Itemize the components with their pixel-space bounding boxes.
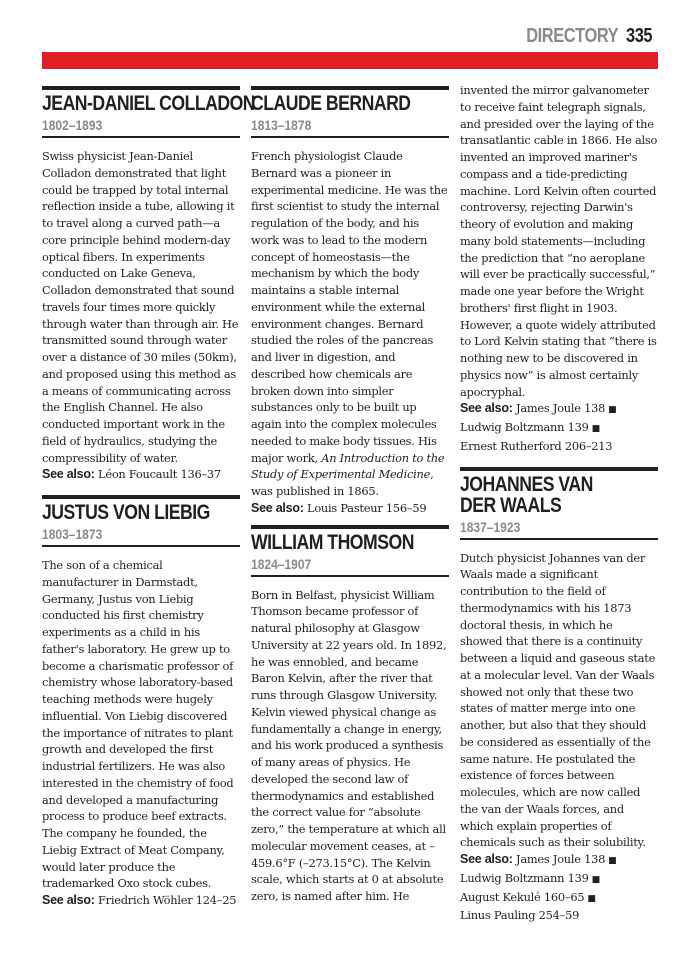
entry-body — [251, 148, 449, 500]
entry-body: The son of a chemical manufacturer in Darmstadt, Germany, Justus von Liebig conducted his first chemistry experiments as a child in his father's laboratory. He grew up to become a charismatic professor of chemistry whose laboratory-based teaching methods were hugely influential. Von Liebig discovered the importance of nitrates to plant growth and developed the first industrial fertilizers. He was also interested in the chemistry of food and developed a manufacturing process to produce beef extracts. The company he founded, the Liebig Extract of Meat Company, would later produce the trademarked Oxo stock cubes. — [42, 558, 234, 891]
entry-dates: 1803–1873 — [42, 526, 103, 542]
page-header — [506, 25, 658, 48]
header-red-bar — [42, 52, 658, 69]
see-also-ref[interactable]: Friedrich Wöhler 124–25 — [98, 893, 237, 907]
separator: ■ — [587, 893, 596, 904]
entry-dates: 1813–1878 — [251, 117, 312, 133]
separator: ■ — [591, 424, 600, 434]
entry-name-line2: DER WAALS — [460, 493, 562, 517]
separator: ■ — [608, 405, 617, 416]
see-also — [460, 851, 658, 924]
column-2 — [251, 86, 449, 905]
section-title: DIRECTORY — [526, 25, 619, 47]
entry-header-thomson — [251, 525, 449, 577]
entry-name: JEAN-DANIEL COLLADON — [42, 92, 256, 115]
entry-name: WILLIAM THOMSON — [251, 530, 414, 554]
see-also-ref[interactable]: August Kekulé 160–65 — [460, 889, 585, 904]
see-also-ref[interactable]: Ernest Rutherford 206–213 — [460, 438, 613, 453]
entry-header-vanderwaals — [460, 467, 658, 540]
see-also-label: See also: — [460, 852, 513, 866]
see-also — [251, 500, 449, 517]
entry-dates: 1837–1923 — [460, 518, 521, 535]
entry-dates: 1824–1907 — [251, 555, 312, 572]
entry-dates: 1802–1893 — [42, 117, 103, 133]
see-also-ref[interactable]: James Joule 138 — [516, 852, 606, 866]
body-text: , was published in 1865. — [251, 467, 434, 498]
body-text: French physiologist Claude Bernard was a pioneer in experimental medicine. He was the first scientist to study the internal regulation of the body, and his work was to lead to the modern concept of homeostasis—the mechanism by which the body maintains a stable internal environment while the external environment changes. Bernard studied the roles of the pancreas and liver in digestion, and described how chemicals are broken down into simpler substances only to be built up again into the complex molecules needed to make body tissues. His major work, — [251, 149, 448, 465]
entry-name-line1: JOHANNES VAN — [460, 472, 593, 496]
see-also — [42, 892, 240, 909]
entry-header-liebig — [42, 495, 240, 547]
book-title: An Introduction to the Study of Experimental Medicine — [251, 450, 445, 482]
see-also — [42, 466, 240, 483]
column-1 — [42, 86, 256, 909]
entry-name: CLAUDE BERNARD — [251, 92, 411, 115]
see-also — [460, 400, 658, 454]
see-also-ref[interactable]: Linus Pauling 254–59 — [460, 908, 580, 923]
page-number: 335 — [626, 25, 653, 47]
entry-header-bernard — [251, 86, 449, 138]
column-3 — [460, 82, 658, 924]
entry-header-colladon — [42, 86, 256, 138]
entry-body: Dutch physicist Johannes van der Waals made a significant contribution to the field of thermodynamics with his 1873 doctoral thesis, in which he showed that there is a continuity between a liquid and gaseous state at a molecular level. Van der Waals showed not only that these two states of matter merge into one another, but also that they should be considered as essentially of the same nature. He postulated the existence of forces between molecules, which are now called the van der Waals forces, and which explain properties of chemicals such as their solubility. — [460, 550, 656, 850]
entry-body: Born in Belfast, physicist William Thomson became professor of natural philosophy at Glasgow University at 22 years old. In 1892, he was ennobled, and became Baron Kelvin, after the river that runs through Glasgow University. Kelvin viewed physical change as fundamentally a change in energy, and his work produced a synthesis of many areas of physics. He developed the second law of thermodynamics and established the correct value for “absolute zero,” the temperature at which all molecular movement ceases, at –459.6°F (–273.15°C). The Kelvin scale, which starts at 0 at absolute zero, is named after him. He — [251, 587, 447, 903]
see-also-ref[interactable]: Louis Pasteur 156–59 — [307, 500, 427, 515]
see-also-ref[interactable]: Ludwig Boltzmann 139 — [460, 870, 589, 885]
see-also-label: See also: — [42, 893, 95, 907]
see-also-ref[interactable]: Ludwig Boltzmann 139 — [460, 420, 589, 434]
see-also-ref[interactable]: Léon Foucault 136–37 — [98, 467, 221, 482]
entry-body: Swiss physicist Jean-Daniel Colladon demonstrated that light could be trapped by total internal reflection inside a tube, allowing it to travel along a curved path—a core principle behind modern-day optical fibers. In experiments conducted on Lake Geneva, Colladon demonstrated that sound travels four times more quickly through water than through air. He transmitted sound through water over a distance of 30 miles (50km), and proposed using this method as a means of communicating across the English Channel. He also conducted important work in the field of hydraulics, studying the compressibility of water. — [42, 149, 239, 465]
see-also-label: See also: — [42, 467, 95, 482]
separator: ■ — [591, 874, 600, 885]
entry-name: JUSTUS VON LIEBIG — [42, 501, 210, 524]
see-also-ref[interactable]: James Joule 138 — [516, 401, 606, 416]
see-also-label: See also: — [460, 401, 513, 416]
see-also-label: See also: — [251, 500, 304, 515]
entry-body-continued: invented the mirror galvanometer to receive faint telegraph signals, and presided over the laying of the transatlantic cable in 1866. He also invented an improved mariner's compass and a tide-predicting machine. Lord Kelvin often courted controversy, rejecting Darwin's theory of evolution and making many bold statements—including the prediction that “no aeroplane will ever be practically successful,” made one year before the Wright brothers' first flight in 1903. However, a quote widely attributed to Lord Kelvin stating that “there is nothing new to be discovered in physics now” is almost certainly apocryphal. — [460, 83, 658, 399]
separator: ■ — [608, 856, 617, 866]
